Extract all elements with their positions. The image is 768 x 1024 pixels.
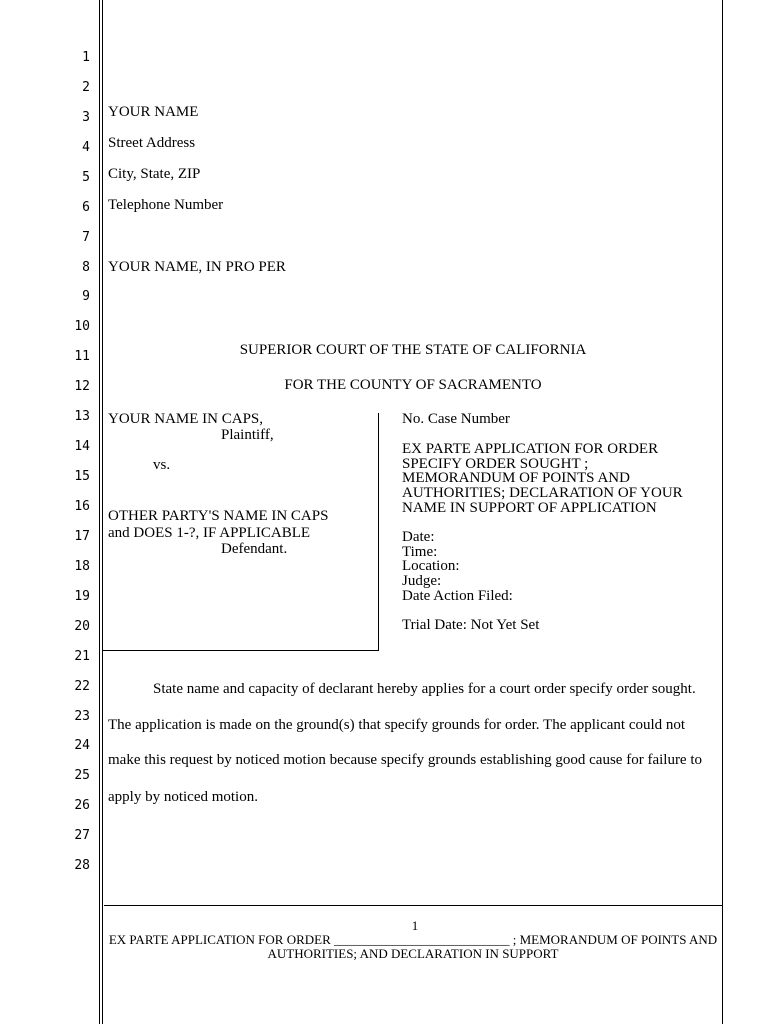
attorney-name: YOUR NAME <box>108 104 199 120</box>
caption-divider-vertical <box>378 413 379 651</box>
line-number: 22 <box>74 679 90 694</box>
attorney-city: City, State, ZIP <box>108 166 201 182</box>
line-number: 13 <box>74 409 90 424</box>
document-title-line: EX PARTE APPLICATION FOR ORDER <box>402 441 659 457</box>
line-number: 21 <box>74 649 90 664</box>
line-number: 3 <box>82 110 90 125</box>
line-number: 17 <box>74 529 90 544</box>
plaintiff-label: Plaintiff, <box>221 427 274 443</box>
document-title-line: MEMORANDUM OF POINTS AND <box>402 470 630 486</box>
hearing-judge: Judge: <box>402 573 442 589</box>
footer-title-line1: EX PARTE APPLICATION FOR ORDER ___________________________ ; MEMORANDUM OF POINTS AND <box>108 932 718 947</box>
trial-date: Trial Date: Not Yet Set <box>402 617 540 633</box>
line-number: 16 <box>74 499 90 514</box>
line-number: 20 <box>74 619 90 634</box>
defendant-does: and DOES 1-?, IF APPLICABLE <box>108 525 311 541</box>
body-line: The application is made on the ground(s) that specify grounds for order. The applicant could not <box>108 717 686 733</box>
line-number: 23 <box>74 709 90 724</box>
attorney-pro-per: YOUR NAME, IN PRO PER <box>108 259 286 275</box>
plaintiff-name: YOUR NAME IN CAPS, <box>108 411 264 427</box>
line-number: 24 <box>74 738 90 753</box>
line-number: 27 <box>74 828 90 843</box>
attorney-phone: Telephone Number <box>108 197 224 213</box>
line-number: 15 <box>74 469 90 484</box>
right-margin-rule <box>722 0 723 1024</box>
case-number: No. Case Number <box>402 411 510 427</box>
page-number: 1 <box>411 918 419 933</box>
line-number: 4 <box>82 140 90 155</box>
footer-rule <box>104 905 722 906</box>
document-title-line: SPECIFY ORDER SOUGHT ; <box>402 456 589 472</box>
defendant-name: OTHER PARTY'S NAME IN CAPS <box>108 508 329 524</box>
line-number: 14 <box>74 439 90 454</box>
document-title-line: AUTHORITIES; DECLARATION OF YOUR <box>402 485 683 501</box>
line-number: 28 <box>74 858 90 873</box>
line-number: 10 <box>74 319 90 334</box>
line-number: 6 <box>82 200 90 215</box>
hearing-location: Location: <box>402 558 460 574</box>
body-line: State name and capacity of declarant hereby applies for a court order specify order sought. <box>153 681 696 697</box>
line-number: 8 <box>82 260 90 275</box>
left-margin-rule-inner <box>102 0 103 1024</box>
line-number: 5 <box>82 170 90 185</box>
body-line: apply by noticed motion. <box>108 789 258 805</box>
body-line: make this request by noticed motion because specify grounds establishing good cause for failure to <box>108 752 703 768</box>
line-number: 11 <box>74 349 90 364</box>
line-number: 26 <box>74 798 90 813</box>
footer-title-line2: AUTHORITIES; AND DECLARATION IN SUPPORT <box>267 946 559 961</box>
document-title-line: NAME IN SUPPORT OF APPLICATION <box>402 500 657 516</box>
line-number: 7 <box>82 230 90 245</box>
court-county: FOR THE COUNTY OF SACRAMENTO <box>284 377 542 393</box>
caption-divider-horizontal <box>102 650 379 651</box>
line-number: 2 <box>82 80 90 95</box>
line-number: 12 <box>74 379 90 394</box>
attorney-street: Street Address <box>108 135 196 151</box>
line-number: 18 <box>74 559 90 574</box>
hearing-date: Date: <box>402 529 435 545</box>
line-number: 25 <box>74 768 90 783</box>
defendant-label: Defendant. <box>221 541 288 557</box>
court-title: SUPERIOR COURT OF THE STATE OF CALIFORNIA <box>239 342 587 358</box>
line-number: 19 <box>74 589 90 604</box>
line-number: 9 <box>82 289 90 304</box>
hearing-time: Time: <box>402 544 438 560</box>
date-action-filed: Date Action Filed: <box>402 588 513 604</box>
versus-label: vs. <box>153 457 171 473</box>
left-margin-rule-outer <box>99 0 100 1024</box>
line-number: 1 <box>82 50 90 65</box>
